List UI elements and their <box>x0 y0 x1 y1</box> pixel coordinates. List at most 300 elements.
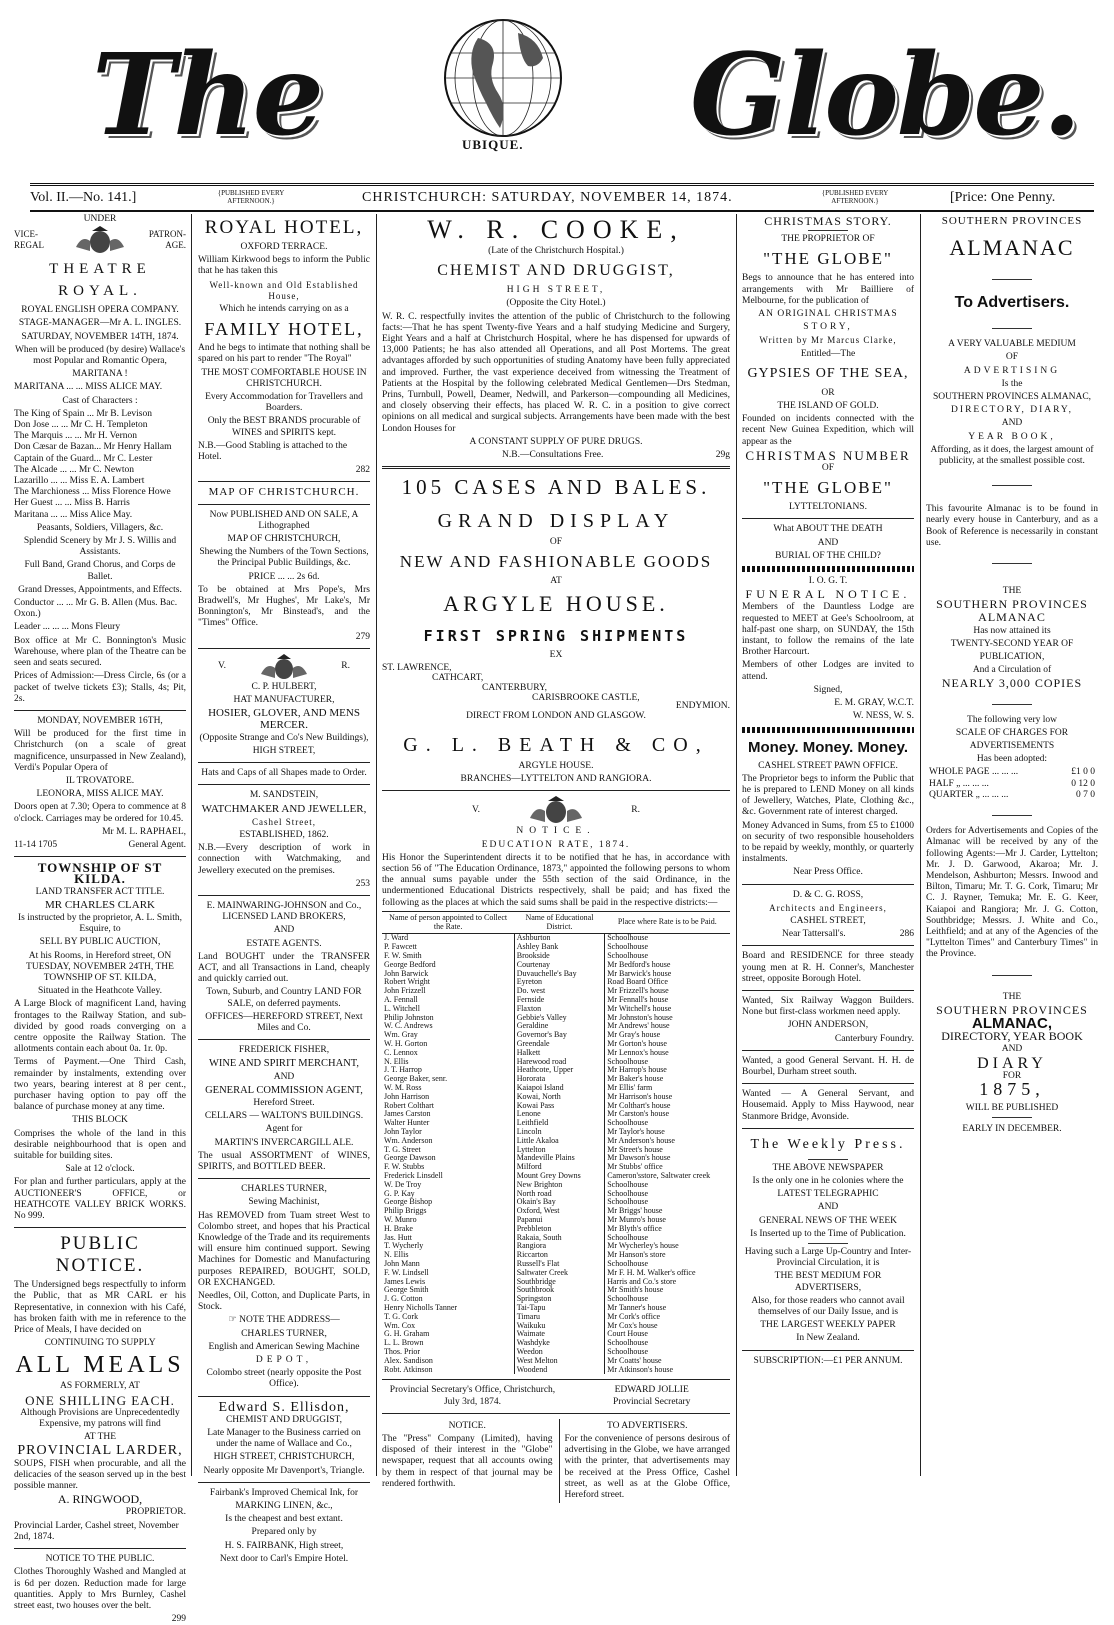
divider <box>742 990 914 991</box>
ship-name: CARISBROOKE CASTLE, <box>532 692 640 703</box>
ornament-rule <box>742 566 914 572</box>
above-newspaper: THE ABOVE NEWSPAPER <box>772 1162 884 1173</box>
secretary-signature <box>573 1385 730 1407</box>
low-text: The following very low <box>967 714 1057 725</box>
place-cell: Mr Harrison's house <box>605 1093 730 1102</box>
place-cell: Schoolhouse <box>605 934 730 943</box>
story-text: STORY, <box>803 322 853 333</box>
secretary-name: EDWARD JOLLIE <box>614 1385 689 1396</box>
table-row <box>382 1322 730 1331</box>
price-value: £1 0 0 <box>1071 767 1095 778</box>
signatory: E. M. GRAY, W.C.T. <box>834 698 914 709</box>
place-date: CHRISTCHURCH: SATURDAY, NOVEMBER 14, 1874. <box>362 190 733 205</box>
divider <box>742 1350 914 1351</box>
hotel-address: OXFORD TERRACE. <box>240 242 328 252</box>
peasants-line: Peasants, Soldiers, Villagers, &c. <box>36 522 164 533</box>
ornament-rule <box>742 727 914 733</box>
commission-agent: GENERAL COMMISSION AGENT, <box>205 1084 363 1096</box>
larder-heading: PROVINCIAL LARDER, <box>17 1443 183 1459</box>
anderson-name: JOHN ANDERSON, <box>787 1020 869 1031</box>
collector-cell: Thos. Prior <box>384 1346 420 1356</box>
leonora-line: LEONORA, MISS ALICE MAY. <box>36 789 164 800</box>
price-table <box>926 767 1098 801</box>
r-letter: R. <box>341 661 350 672</box>
place-cell: Schoolhouse <box>605 952 730 961</box>
notice-public-heading: NOTICE TO THE PUBLIC. <box>45 1554 155 1565</box>
place-cell: Mr Gorton's house <box>605 1040 730 1049</box>
short-rule <box>992 328 1032 329</box>
table-row <box>382 1154 730 1163</box>
district-cell: Hororata <box>514 1075 604 1084</box>
press-notice <box>382 1419 553 1503</box>
township-heading: TOWNSHIP OF ST KILDA. <box>37 860 163 887</box>
which-text: Which he intends carrying on as a <box>219 304 349 315</box>
table-row <box>382 987 730 996</box>
short-rule <box>808 1243 848 1244</box>
twenty-second: TWENTY-SECOND YEAR OF <box>950 638 1074 649</box>
collector-cell: W. M. Ross <box>384 1083 422 1093</box>
ship-name: CATHCART, <box>432 672 484 683</box>
table-row <box>382 1304 730 1313</box>
place-cell: Mr Atkinson's house <box>605 1366 730 1375</box>
signed-text: Signed, <box>813 684 843 695</box>
for-text: FOR <box>1002 1070 1022 1081</box>
district-cell: Do. west <box>514 987 604 996</box>
masthead-motto: UBIQUE. <box>462 137 524 152</box>
advertising-text: ADVERTISING <box>963 365 1061 376</box>
price-row <box>926 790 1098 801</box>
price-label: QUARTER „ ... ... ... <box>929 789 1009 800</box>
cast-item: The Marchioness ... Miss Florence Howe <box>14 487 171 498</box>
diary-text: DIARY <box>977 1054 1047 1072</box>
column-header: Place where Rate is to be Paid. <box>605 911 730 934</box>
collector-cell: N. Ellis <box>384 1250 409 1260</box>
place-cell: Schoolhouse <box>605 1348 730 1357</box>
place-cell: Schoolhouse <box>605 943 730 952</box>
and-text: AND <box>273 925 295 936</box>
place-cell: Court House <box>605 1330 730 1339</box>
cases-heading: 105 CASES AND BALES. <box>401 475 711 500</box>
district-cell: Geraldine <box>514 1022 604 1031</box>
royal-crest-icon <box>258 654 310 680</box>
published-note-left: {PUBLISHED EVERY AFTERNOON.} <box>217 189 285 205</box>
short-rule <box>992 815 1032 816</box>
agent-row <box>14 840 186 851</box>
district-cell: Kaiapoi Island <box>514 1084 604 1093</box>
fairbank-name: H. S. FAIRBANK, High street, <box>224 1540 344 1551</box>
collector-cell: W. C. Andrews <box>384 1021 433 1031</box>
founded-text: Founded on incidents connected with the recent New Guinea Expedition, which will appear as the <box>742 414 914 447</box>
board-text: Board and RESIDENCE for three steady young men at R. H. Conner's, Manchester street, opposite Borough Hotel. <box>742 951 914 984</box>
district-cell: Rakaia, South <box>514 1234 604 1243</box>
and-text: AND <box>817 537 839 548</box>
land-bought-text: Land BOUGHT under the TRANSFER ACT, and all Transactions in Land, cheaply and quickly carried out. <box>198 951 370 985</box>
collector-cell: Philip Johnston <box>384 1012 434 1022</box>
district-cell: Halkett <box>514 1049 604 1058</box>
place-cell: Mr F. H. M. Walker's office <box>605 1269 730 1278</box>
tattersall-ref: 286 <box>899 929 914 940</box>
hosier-text: HOSIER, GLOVER, AND MENS MERCER. <box>208 707 360 731</box>
place-cell: Mr Cox's house <box>605 1322 730 1331</box>
hats-text: Hats and Caps of all Shapes made to Order. <box>201 768 367 779</box>
table-row <box>382 1366 730 1375</box>
collector-cell: Wm. Cox <box>384 1320 416 1330</box>
year-book: YEAR BOOK, <box>968 431 1056 442</box>
sandstein-name: M. SANDSTEIN, <box>249 790 319 801</box>
place-cell: Mr Frizzell's house <box>605 987 730 996</box>
written-by: Written by Mr Marcus Clarke, <box>759 335 897 346</box>
ellisdon-nearly: Nearly opposite Mr Davenport's, Triangle. <box>203 1465 365 1476</box>
district-cell: Fernside <box>514 996 604 1005</box>
leader-line: Leader ... ... ... Mons Fleury <box>14 622 121 633</box>
and-text: AND <box>1001 418 1023 429</box>
consult-row <box>382 450 730 461</box>
divider <box>14 856 186 857</box>
ellisdon-street: HIGH STREET, CHRISTCHURCH, <box>213 1452 355 1463</box>
table-row <box>382 1190 730 1199</box>
short-rule <box>992 563 1032 564</box>
ship-list <box>382 663 730 709</box>
district-cell: Washdyke <box>514 1339 604 1348</box>
hat-manufacturer: HAT MANUFACTURER, <box>233 695 335 706</box>
pains-text: And he begs to intimate that nothing shall be spared on his part to render "The Royal" <box>198 343 370 365</box>
having-text: Having such a Large Up-Country and Inter-Provincial Circulation, it is <box>744 1247 912 1269</box>
divider <box>198 1482 370 1483</box>
divider <box>382 466 730 469</box>
performance-date: SATURDAY, NOVEMBER 14TH, 1874. <box>21 331 179 342</box>
island-text: THE ISLAND OF GOLD. <box>777 401 879 412</box>
comprises-text: Comprises the whole of the land in this desirable neighbourhood that is open and suitable for building sites. <box>14 1128 186 1162</box>
globe-title-2: "THE GLOBE" <box>763 478 893 498</box>
collector-cell: James Carston <box>384 1109 431 1119</box>
collector-cell: Jas. Hutt <box>384 1232 412 1242</box>
produce-text: When will be produced (by desire) Wallace's most Popular and Romantic Opera, <box>14 344 186 367</box>
masthead-title-right: Globe. <box>690 30 1080 161</box>
sp-heading-3: SOUTHERN PROVINCES <box>936 1002 1088 1017</box>
rooms-text: At his Rooms, in Hereford street, ON TUESDAY, NOVEMBER 24TH, THE TOWNSHIP OF ST. KILDA, <box>26 950 174 983</box>
place-cell: Mr Fennall's house <box>605 996 730 1005</box>
place-cell: Mr Colthart's house <box>605 1102 730 1111</box>
fisher-name: FREDERICK FISHER, <box>238 1045 330 1056</box>
new-goods: NEW AND FASHIONABLE GOODS <box>399 552 713 572</box>
family-hotel-heading: FAMILY HOTEL, <box>204 319 364 340</box>
or-text: OR <box>821 387 835 398</box>
table-row <box>382 1286 730 1295</box>
place-cell: Schoolhouse <box>605 1339 730 1348</box>
nearly-copies: NEARLY 3,000 COPIES <box>941 676 1083 691</box>
cooke-street: HIGH STREET, <box>506 285 606 296</box>
cast-item: Her Guest ... ... Miss B. Harris <box>14 498 130 509</box>
spring-shipments: FIRST SPRING SHIPMENTS <box>423 626 689 645</box>
hulbert-name: C. P. HULBERT, <box>251 681 317 692</box>
collector-cell: John Taylor <box>384 1127 422 1137</box>
place-cell: Mr Wycherley's house <box>605 1242 730 1251</box>
best-medium: THE BEST MEDIUM FOR ADVERTISERS, <box>774 1271 882 1293</box>
collector-cell: T. G. Street <box>384 1144 421 1154</box>
almanac-heading: ALMANAC <box>949 235 1075 261</box>
obtained-ref: 279 <box>355 631 370 642</box>
large-block-text: A Large Block of magnificent Land, having frontages to the Railway Station, and sub-divided by good roads converging on a centre opposite the Railway Station. The allotments contain each about 0a. 1r. 0p. <box>14 999 186 1055</box>
one-shilling: ONE SHILLING EACH. <box>25 1392 175 1408</box>
place-cell: Cameron'sstore, Saltwater creek <box>605 1172 730 1181</box>
district-cell: Southbrook <box>514 1286 604 1295</box>
table-row <box>382 1014 730 1023</box>
next-door: Next door to Carl's Empire Hotel. <box>219 1553 349 1564</box>
collector-cell: W. H. Gorton <box>384 1039 428 1049</box>
advertisers-notice <box>559 1419 730 1503</box>
consult-text: N.B.—Consultations Free. <box>502 450 604 461</box>
collector-cell: Wm. Gray <box>384 1030 418 1040</box>
vice-regal-label: VICE-REGAL <box>14 229 44 251</box>
branches-text: BRANCHES—LYTTELTON AND RANGIORA. <box>460 774 652 785</box>
opera-company: ROYAL ENGLISH OPERA COMPANY. <box>21 305 179 316</box>
price-label: HALF „ ... ... ... <box>929 778 989 789</box>
box-office-text: Box office at Mr C. Bonnington's Music Warehouse, where plan of the Theatre can be seen and seats secured. <box>14 635 186 669</box>
well-known-text: Well-known and Old Established House, <box>209 279 359 301</box>
sell-heading: SELL BY PUBLIC AUCTION, <box>39 937 161 948</box>
place-cell: Schoolhouse <box>605 1198 730 1207</box>
place-cell: Mr Smith's house <box>605 1286 730 1295</box>
table-row <box>382 1040 730 1049</box>
wanted-waggon: Wanted, Six Railway Waggon Builders. None but first-class workmen need apply. <box>742 995 914 1018</box>
is-the: Is the <box>1001 378 1023 389</box>
will-be-published: WILL BE PUBLISHED <box>965 1103 1059 1114</box>
district-cell: Lincoln <box>514 1128 604 1137</box>
adopted-text: Has been adopted: <box>976 754 1048 765</box>
undersigned-text: The Undersigned begs respectfully to inform the Public, that as MR CARL er his Representative, in connexion with his Café, has broken faith with me in reference to the Price of Meals, I have decided on <box>14 1280 186 1336</box>
district-cell: Eyreton <box>514 978 604 987</box>
place-cell: Mr Dawson's house <box>605 1154 730 1163</box>
district-cell: Harewood road <box>514 1058 604 1067</box>
district-cell: North road <box>514 1190 604 1199</box>
pawn-text: The Proprietor begs to inform the Public that he is prepared to LEND Money on all kinds of Jewellery, Watches, Plate, Clothing &c., &c. Government rate of interest charged. <box>742 773 914 818</box>
ship-name: ENDYMION. <box>675 700 730 711</box>
district-cell: Duvauchelle's Bay <box>514 970 604 979</box>
place-cell: Mr Tanner's house <box>605 1304 730 1313</box>
cooke-trade: CHEMIST AND DRUGGIST, <box>437 262 675 280</box>
price-value: 0 7 0 <box>1076 789 1095 800</box>
ellisdon-name: Edward S. Ellisdon, <box>218 1399 350 1415</box>
table-row <box>382 1330 730 1339</box>
column-rule <box>736 214 737 1476</box>
inserted-text: Is Inserted up to the Time of Publication. <box>750 1228 906 1239</box>
members-text: Members of the Dauntless Lodge are requested to MEET at Gee's Schoolroom, at half-past one sharp, on SUNDAY, the 15th instant, to follow the remains of the late Brother Harcourt. <box>742 602 914 658</box>
district-cell: New Brighton <box>514 1181 604 1190</box>
agent-for: Agent for <box>265 1124 303 1135</box>
ross-street: CASHEL STREET, <box>790 915 866 926</box>
district-cell: Russell's Flat <box>514 1260 604 1269</box>
table-row <box>382 1093 730 1102</box>
accommodation-text: Every Accommodation for Travellers and Boarders. <box>205 392 363 414</box>
favourite-text: This favourite Almanac is to be found in nearly every house in Canterbury, and as a Book of Reference is necessarily in constant use. <box>926 504 1098 548</box>
collector-cell: Henry Nicholls Tanner <box>384 1302 458 1312</box>
short-rule <box>992 485 1032 486</box>
place-cell: Mr Johnston's house <box>605 1014 730 1023</box>
new-zealand: In New Zealand. <box>796 1333 860 1344</box>
cast-item: The King of Spain ... Mr B. Levison <box>14 408 153 419</box>
kirkwood-text: William Kirkwood begs to inform the Public that he has taken this <box>198 255 370 277</box>
fairbank-heading: Fairbank's Improved Chemical Ink, for <box>209 1487 359 1498</box>
table-row <box>382 1269 730 1278</box>
short-rule <box>992 975 1032 976</box>
secretary-title: Provincial Secretary <box>613 1396 691 1407</box>
district-cell: Ashley Bank <box>514 943 604 952</box>
ross-name: D. & C. G. ROSS, <box>792 889 864 900</box>
terms-text: Terms of Payment.—One Third Cash, remainder by instalments, extending over two years, bearing interest at 8 per cent., purchaser having option to pay off the balance of purchase money at any time. <box>14 1057 186 1113</box>
place-cell: Mr Bedford's house <box>605 961 730 970</box>
all-meals-heading: ALL MEALS <box>15 1352 185 1379</box>
cast-item: The Marquis ... ... Mr H. Vernon <box>14 431 138 442</box>
advanced-text: Money Advanced in Sums, from £5 to £1000 on security of two responsible householders to be repaid by weekly, monthly, or quarterly instalments. <box>742 820 914 865</box>
divider <box>14 710 186 711</box>
collector-cell: W. De Troy <box>384 1179 422 1189</box>
lead-role: MARITANA ... ... MISS ALICE MAY. <box>14 382 163 393</box>
collector-cell: John Harrison <box>384 1091 430 1101</box>
collector-cell: George Dawson <box>384 1153 436 1163</box>
formerly-text: AS FORMERLY, AT <box>60 1381 140 1392</box>
district-cell: Southbridge <box>514 1278 604 1287</box>
place-cell: Schoolhouse <box>605 1295 730 1304</box>
cooke-opposite: (Opposite the City Hotel.) <box>506 298 606 309</box>
collector-cell: T. G. Cork <box>384 1311 419 1321</box>
collector-cell: George Bishop <box>384 1197 433 1207</box>
ads-text: ADVERTISEMENTS <box>969 741 1055 752</box>
obtained-text: To be obtained at Mrs Pope's, Mrs Bradwell's, Mr Hughes', Mr Lake's, Mr Bonnington's, Mr Binstead's, and the "Times" Office. <box>198 584 370 629</box>
lyttelton-heading: LYTTELTONIANS. <box>789 502 867 513</box>
collector-cell: Walter Hunter <box>384 1118 430 1128</box>
table-row <box>382 1216 730 1225</box>
almanac-heading-3: ALMANAC, <box>972 1014 1052 1032</box>
district-cell: Waimate <box>514 1330 604 1339</box>
burial-text: BURIAL OF THE CHILD? <box>775 550 881 561</box>
watchmaker-text: WATCHMAKER AND JEWELLER, <box>201 802 367 815</box>
collector-cell: N. Ellis <box>384 1056 409 1066</box>
collector-cell: P. Fawcett <box>384 942 417 952</box>
collector-cell: L. L. Brown <box>384 1338 424 1348</box>
ale-text: MARTIN'S INVERCARGILL ALE. <box>214 1137 354 1148</box>
original-christmas: AN ORIGINAL CHRISTMAS <box>758 309 898 320</box>
district-cell: Flaxton <box>514 1005 604 1014</box>
place-cell: Mr Gray's house <box>605 1031 730 1040</box>
district-cell: Mandeville Plains <box>514 1154 604 1163</box>
nb-ref: 253 <box>355 878 370 889</box>
cooke-supply: A CONSTANT SUPPLY OF PURE DRUGS. <box>469 436 643 447</box>
honor-text: His Honor the Superintendent directs it to be notified that he has, in accordance with section 56 of "The Education Ordinance, 1873," appointed the following persons to whom the annual sums payable under the 55th section of the said Ordinance, in the undermentioned Educational Districts respectively, shall be paid; and has fixed the following as the places at which the said sums shall be paid in the respective districts:— <box>382 852 730 908</box>
royal-crest-icon <box>526 796 586 824</box>
district-cell: Governor's Bay <box>514 1031 604 1040</box>
collector-cell: C. Lennox <box>384 1047 418 1057</box>
dyb-text: DIRECTORY, YEAR BOOK <box>941 1029 1083 1044</box>
table-row <box>382 1119 730 1128</box>
divider <box>742 1050 914 1051</box>
monday-heading: MONDAY, NOVEMBER 16TH, <box>37 715 163 726</box>
district-cell: Springston <box>514 1295 604 1304</box>
comfortable-text: THE MOST COMFORTABLE HOUSE IN CHRISTCHURCH. <box>201 367 367 389</box>
place-cell: Mr Barwick's house <box>605 970 730 979</box>
hotel-heading: ROYAL HOTEL, <box>204 217 364 238</box>
table-row <box>382 996 730 1005</box>
column-5 <box>926 214 1098 1476</box>
table-row <box>382 1339 730 1348</box>
cellars-text: CELLARS — WALTON'S BUILDINGS. <box>204 1111 364 1122</box>
agent-title: General Agent. <box>128 839 186 850</box>
sp-heading-2: SOUTHERN PROVINCES <box>936 597 1088 612</box>
collector-cell: James Lewis <box>384 1276 426 1286</box>
place-cell: Schoolhouse <box>605 1119 730 1128</box>
district-cell: Brookside <box>514 952 604 961</box>
cast-item: Maritana ... ... Miss Alice May. <box>14 509 133 520</box>
collector-cell: W. Munro <box>384 1214 417 1224</box>
place-cell: Schoolhouse <box>605 1260 730 1269</box>
place-cell: Mr Witchell's house <box>605 1005 730 1014</box>
bottom-notices <box>382 1419 730 1503</box>
wanted-servant: Wanted, a good General Servant. H. H. de Bourbel, Durham street south. <box>742 1055 914 1077</box>
collector-cell: George Baker, senr. <box>384 1074 448 1084</box>
collector-cell: F. W. Smith <box>384 951 422 961</box>
conductor-line: Conductor ... ... Mr G. B. Allen (Mus. Bac. Oxon.) <box>14 598 178 620</box>
at-text: AT <box>550 576 562 587</box>
district-cell: Tai-Tapu <box>514 1304 604 1313</box>
district-cell: Lenone <box>514 1110 604 1119</box>
argyle-heading: ARGYLE HOUSE. <box>443 590 669 616</box>
patronage-row <box>14 225 186 255</box>
column-1 <box>14 214 186 1625</box>
notice-heading: NOTICE. <box>516 826 596 837</box>
nb-work-text: N.B.—Every description of work in connection with Watchmaking, and Jewellery executed on the premises. <box>198 843 370 876</box>
short-rule <box>808 230 848 231</box>
consult-ref: 29g <box>715 450 730 461</box>
entitled: Entitled—The <box>800 348 856 359</box>
collector-cell: F. W. Stubbs <box>384 1162 425 1172</box>
collector-cell: Frederick Linsdell <box>384 1171 443 1180</box>
district-cell: Little Akaloa <box>514 1137 604 1146</box>
affording-text: Affording, as it does, the largest amount of publicity, at the smallest possible cost. <box>930 444 1094 467</box>
advertisers-heading: TO ADVERTISERS. <box>606 1420 688 1431</box>
band-line: Full Band, Grand Chorus, and Corps de Ballet. <box>24 560 176 582</box>
district-cell: Prebbleton <box>514 1225 604 1234</box>
divider <box>198 784 370 785</box>
hulbert-crest-row <box>198 654 370 680</box>
instructed-text: Is instructed by the proprietor, A. L. Smith, Esquire, to <box>17 912 182 935</box>
mainwaring-text: E. MAINWARING-JOHNSON and Co., LICENSED LAND BROKERS, <box>206 900 362 923</box>
place-cell: Mr Cork's office <box>605 1313 730 1322</box>
proprietor-title: PROPRIETOR. <box>125 1507 186 1518</box>
divider <box>198 1396 370 1397</box>
collector-cell: Wm. Anderson <box>384 1135 433 1145</box>
column-2 <box>198 214 370 1564</box>
attained-text: Has now attained its <box>973 625 1051 636</box>
short-rule <box>992 704 1032 705</box>
divider <box>198 762 370 763</box>
district-cell: Saltwater Creek <box>514 1269 604 1278</box>
divider <box>198 648 370 649</box>
scenery-line: Splendid Scenery by Mr J. S. Willis and Assistants. <box>23 536 177 558</box>
district-cell: West Melton <box>514 1357 604 1366</box>
collector-cell: John Frizzell <box>384 986 426 996</box>
marking-linen: MARKING LINEN, &c., <box>235 1501 333 1512</box>
price-row <box>926 767 1098 778</box>
district-cell: Weedon <box>514 1348 604 1357</box>
collector-cell: G. P. Kay <box>384 1188 415 1198</box>
pawn-office: CASHEL STREET PAWN OFFICE. <box>758 760 898 771</box>
auctioneer-name: MR CHARLES CLARK <box>44 898 156 911</box>
collector-cell: John Mann <box>384 1258 420 1268</box>
divider <box>198 1178 370 1179</box>
education-rate: EDUCATION RATE, 1874. <box>481 839 631 850</box>
place-cell: Mr Hanson's store <box>605 1251 730 1260</box>
place-cell: Mr Blyth's office <box>605 1225 730 1234</box>
divider <box>742 1128 914 1129</box>
